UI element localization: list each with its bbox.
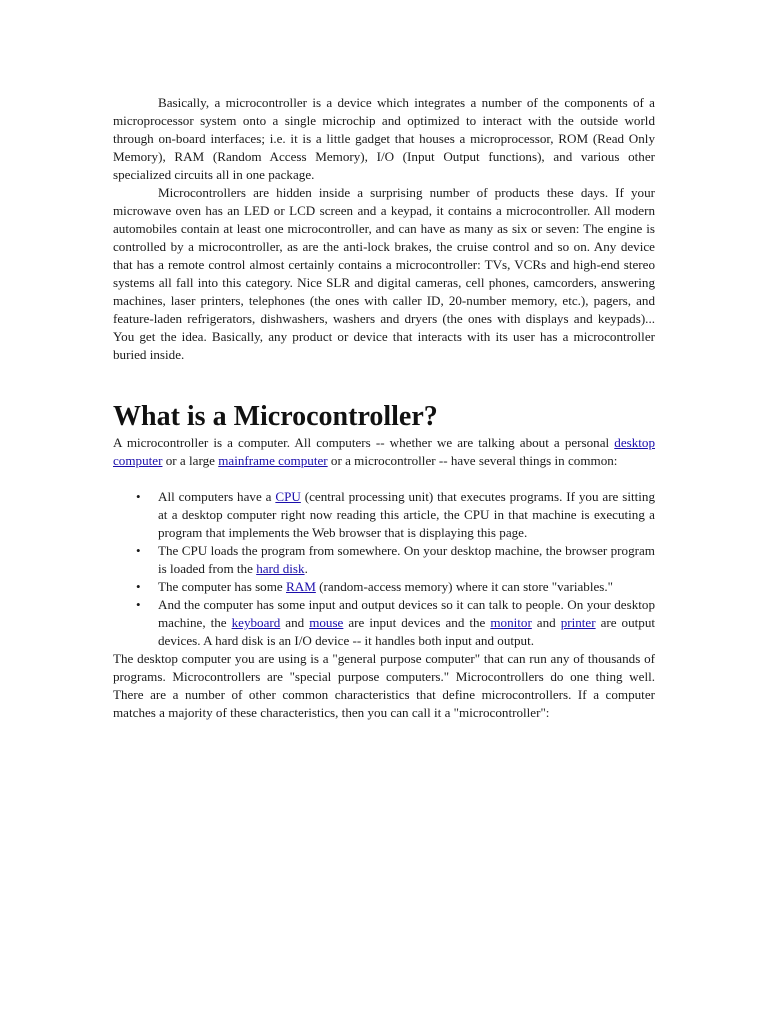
intro-text-2: or a large — [162, 453, 219, 468]
list-item-text-1: And the computer has some input and output devices so it can talk to people. On your desktop machine, the — [158, 597, 655, 630]
paragraph-intro-definition: Basically, a microcontroller is a device which integrates a number of the components of a microprocessor system onto a single microchip and optimized to interact with the outside world through on-board interfaces; i.e. it is a little gadget that houses a microprocessor, ROM (Read Only Memory), RAM (Random Access Memory), I/O (Input Output functions), and various other specialized circuits all in one package. — [113, 95, 655, 182]
desktop-computer-link[interactable]: desktop computer — [113, 435, 655, 468]
bullet-icon: • — [136, 579, 141, 594]
hard-disk-link[interactable]: hard disk — [256, 561, 305, 576]
mainframe-computer-link[interactable]: mainframe computer — [218, 453, 328, 468]
paragraph-hidden-products: Microcontrollers are hidden inside a surprising number of products these days. If your microwave oven has an LED or LCD screen and a keypad, it contains a microcontroller. All modern automobiles contain at least one microcontroller, and can have as many as six or seven: The engine is controlled by a microcontroller, as are the anti-lock brakes, the cruise control and so on. Any device that has a remote control almost certainly contains a microcontroller: TVs, VCRs and high-end stereo systems all fall into this category. Nice SLR and digital cameras, cell phones, camcorders, answering machines, laser printers, telephones (the ones with caller ID, 20-number memory, etc.), pagers, and feature-laden refrigerators, dishwashers, washers and dryers (the ones with displays and keypads)... You get the idea. Basically, any product or device that interacts with its user has a microcontroller buried inside. — [113, 185, 655, 362]
monitor-link[interactable]: monitor — [490, 615, 532, 630]
bullet-icon: • — [136, 543, 141, 558]
list-item-text-1: The computer has some — [158, 579, 286, 594]
list-item-text-2: (central processing unit) that executes programs. If you are sitting at a desktop computer right now reading this article, the CPU in that machine is executing a program that implements the Web browser that is displaying this page. — [158, 489, 655, 540]
list-item-text-3: are input devices and the — [343, 615, 491, 630]
paragraph-general-purpose: The desktop computer you are using is a "general purpose computer" that can run any of thousands of programs. Microcontrollers are "special purpose computers." Microcontrollers do one thing well. There are a number of other common characteristics that define microcontrollers. If a computer matches a majority of these characteristics, then you can call it a "microcontroller": — [113, 651, 655, 720]
section-heading: What is a Microcontroller? — [113, 401, 438, 432]
intro-text-3: or a microcontroller -- have several things in common: — [327, 453, 618, 468]
intro-text-1: A microcontroller is a computer. All computers -- whether we are talking about a personal — [113, 435, 615, 450]
list-item — [136, 596, 656, 650]
list-item — [136, 542, 655, 578]
paragraph-computer-intro — [113, 434, 655, 470]
list-item-text-1: The CPU loads the program from somewhere. On your desktop machine, the browser program is loaded from the — [158, 543, 655, 576]
list-item-text-4: and — [531, 615, 561, 630]
list-item-text-5: are output devices. A hard disk is an I/O device -- it handles both input and output. — [158, 615, 656, 648]
printer-link[interactable]: printer — [560, 615, 596, 630]
list-item-text-2: and — [280, 615, 310, 630]
document-page — [113, 94, 655, 722]
keyboard-link[interactable]: keyboard — [231, 615, 281, 630]
bullet-icon: • — [136, 489, 141, 504]
list-item-text-2: (random-access memory) where it can store "variables." — [315, 579, 614, 594]
list-item — [136, 488, 655, 542]
ram-link[interactable]: RAM — [286, 579, 316, 594]
mouse-link[interactable]: mouse — [309, 615, 344, 630]
list-item — [136, 578, 655, 596]
list-item-text-2: . — [304, 561, 308, 576]
list-item-text-1: All computers have a — [158, 489, 276, 504]
common-things-list — [113, 488, 655, 650]
bullet-icon: • — [136, 597, 141, 612]
cpu-link[interactable]: CPU — [275, 489, 301, 504]
